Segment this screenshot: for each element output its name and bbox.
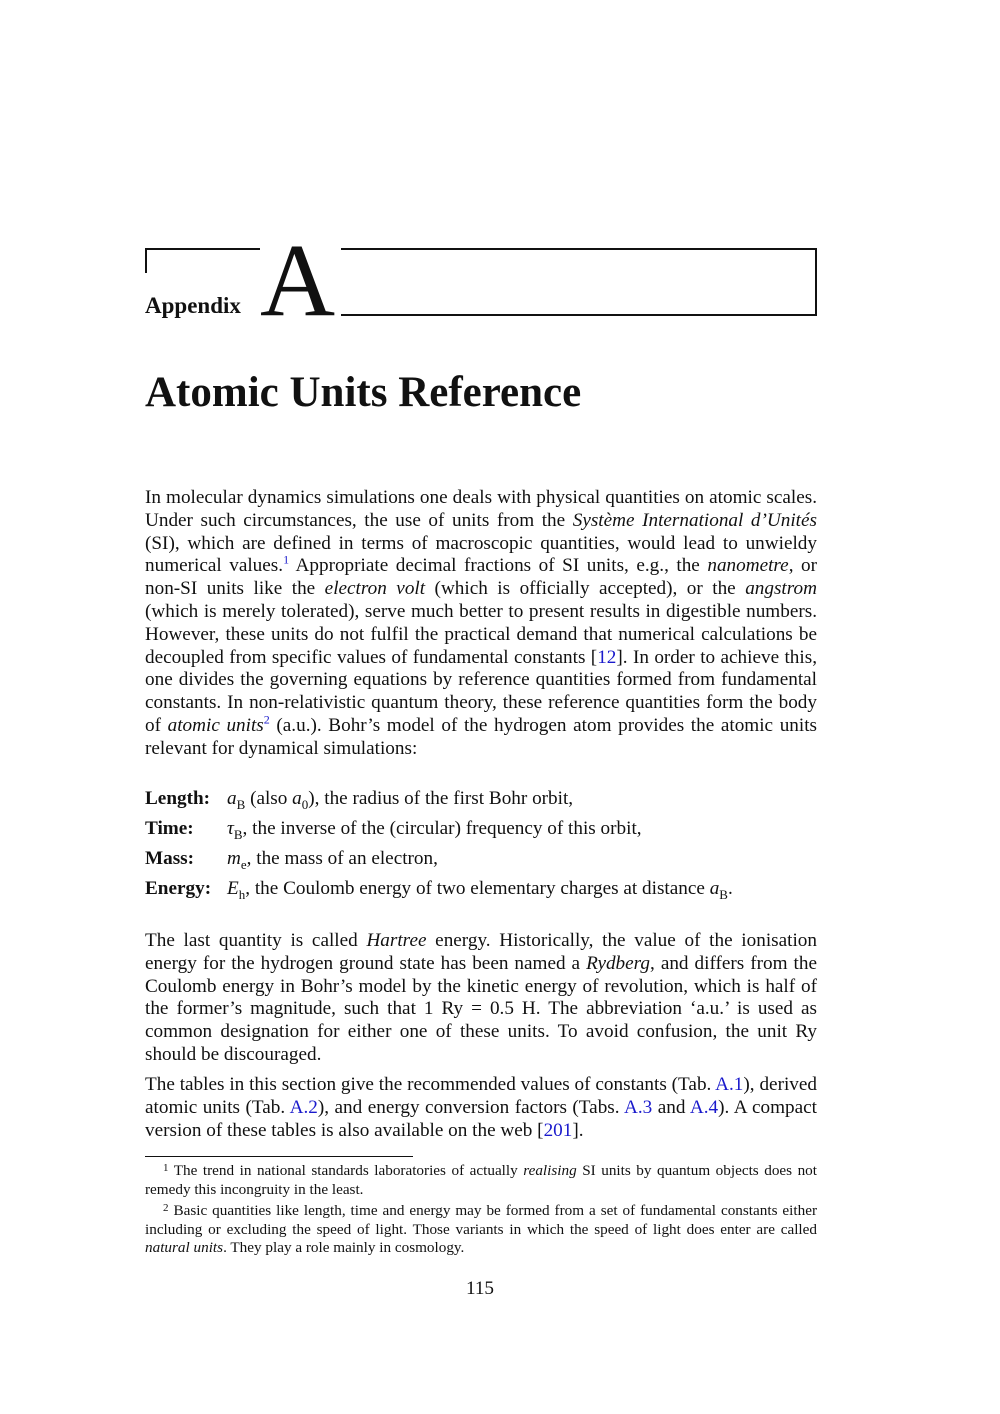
unit-row-time (145, 818, 817, 848)
chapter-title: Atomic Units Reference (145, 369, 582, 416)
units-definition-list (145, 788, 817, 908)
hartree-paragraph: The last quantity is called Hartree energy. Historically, the value of the ionisation energy for the hydrogen ground state has been named a Rydberg, and differs from the Coulomb energy in Bohr’s model by the kinetic energy of revolution, which is half of the former’s magnitude, such that 1 Ry = 0.5 H. The abbreviation ‘a.u.’ is used as common designation for either one of these units. To avoid confusion, the unit Ry should be discouraged. (145, 930, 817, 1065)
tables-paragraph: The tables in this section give the recommended values of constants (Tab. A.1), derived atomic units (Tab. A.2), and energy conversion factors (Tabs. A.3 and A.4). A compact version of these tables is also available on the web [201]. (145, 1074, 817, 1141)
table-link-a1[interactable]: A.1 (715, 1074, 744, 1095)
unit-description: $E_h$, the Coulomb energy of two elementary charges at distance $a_B$. (227, 878, 733, 902)
unit-row-energy (145, 878, 817, 908)
appendix-label: Appendix (145, 293, 241, 318)
unit-description: $a_B$ (also $a_0$), the radius of the first Bohr orbit, (227, 788, 574, 812)
unit-term: Mass: (145, 848, 195, 869)
header-frame-line (341, 248, 817, 250)
header-frame-line (145, 248, 147, 273)
header-frame-line (815, 248, 817, 315)
unit-description: $m_e$, the mass of an electron, (227, 848, 438, 872)
table-link-a2[interactable]: A.2 (289, 1096, 318, 1118)
page-number: 115 (465, 1278, 495, 1299)
footnote-ref-2[interactable]: 2 (263, 712, 270, 727)
citation-link-12[interactable]: 12 (597, 646, 617, 668)
table-link-a4[interactable]: A.4 (689, 1096, 719, 1118)
footnote-ref-1[interactable]: 1 (283, 553, 290, 567)
unit-term: Energy: (145, 878, 212, 899)
footnote-divider (145, 1156, 413, 1157)
unit-description: $\tau_B$, the inverse of the (circular) frequency of this orbit, (227, 818, 642, 842)
header-frame-line (145, 248, 260, 250)
intro-paragraph: In molecular dynamics simulations one deals with physical quantities on atomic scales. Under such circumstances, the use of units from the Système International d’Unités (SI), which are defined in terms of macroscopic quantities, would lead to unwieldy numerical values.$^1$ Appropriate decimal fractions of SI units, e.g., the nanometre, or non-SI units like the electron volt (which is officially accepted), or the angstrom (which is merely tolerated), serve much better to present results in digestible numbers. However, these units do not fulfil the practical demand that numerical calculations be decoupled from specific values of fundamental constants [12]. In order to achieve this, one divides the governing equations by reference quantities formed from fundamental constants. In non-relativistic quantum theory, these reference quantities form the body of atomic units$^2$ (a.u.). Bohr’s model of the hydrogen atom provides the atomic units relevant for dynamical simulations: (145, 487, 818, 759)
unit-row-mass (145, 848, 817, 878)
unit-row-length (145, 788, 817, 818)
appendix-letter: A (260, 223, 336, 338)
header-frame-line (341, 314, 817, 316)
chapter-header (145, 223, 817, 338)
citation-link-201[interactable]: 201 (543, 1119, 573, 1141)
footnote-1: $^1$ The trend in national standards laboratories of actually realising SI units by quantum objects does not remedy this incongruity in the least. (145, 1162, 817, 1198)
table-link-a3[interactable]: A.3 (623, 1096, 653, 1118)
footnote-2: $^2$ Basic quantities like length, time and energy may be formed from a set of fundamental constants either including or excluding the speed of light. Those variants in which the speed of light does enter are called natural units. They play a role mainly in cosmology. (145, 1202, 818, 1256)
unit-term: Length: (145, 788, 211, 809)
footnotes (145, 1159, 817, 1258)
unit-term: Time: (145, 818, 194, 839)
